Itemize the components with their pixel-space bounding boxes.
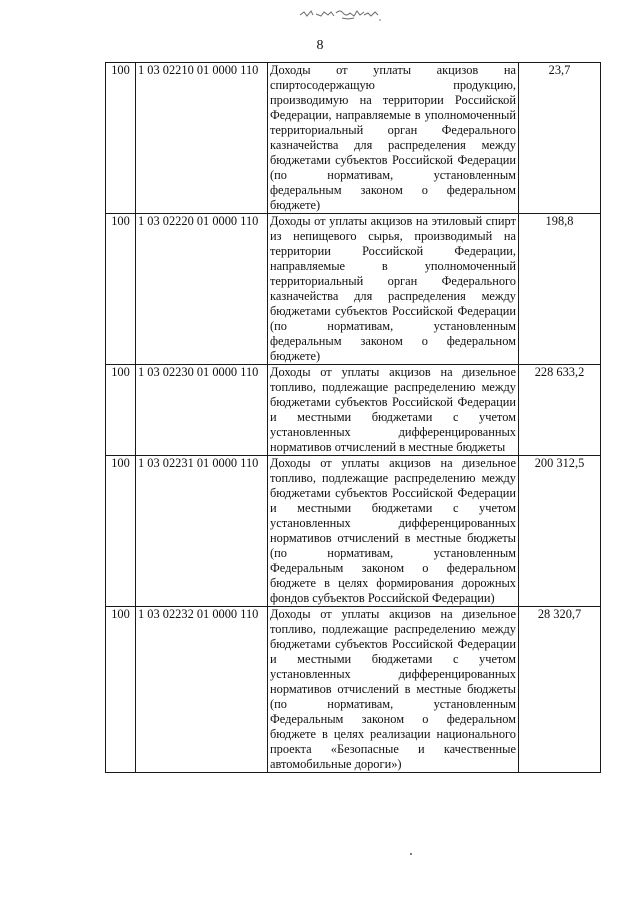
- scan-speck: [410, 853, 412, 855]
- revenue-name-cell: Доходы от уплаты акцизов на дизельное топливо, подлежащие распределению между бюджетами субъектов Российской Федерации и местными бюджетами с учетом установленных дифференцированных нормативов отчислений в местные бюджеты (по нормативам, установленным Федеральным законом о федеральном бюджете в целях реализации национального проекта «Безопасные и качественные автомобильные дороги»): [268, 607, 519, 773]
- page-number: 8: [316, 38, 324, 53]
- budget-code-cell: 1 03 02220 01 0000 110: [136, 214, 268, 365]
- admin-code-cell: 100: [106, 214, 136, 365]
- table-row: [106, 607, 601, 773]
- admin-code-cell: 100: [106, 63, 136, 214]
- table-row: [106, 365, 601, 456]
- amount-cell: 198,8: [519, 214, 601, 365]
- budget-code-cell: 1 03 02210 01 0000 110: [136, 63, 268, 214]
- budget-code-cell: 1 03 02231 01 0000 110: [136, 456, 268, 607]
- amount-cell: 28 320,7: [519, 607, 601, 773]
- budget-code-cell: 1 03 02232 01 0000 110: [136, 607, 268, 773]
- revenue-name-cell: Доходы от уплаты акцизов на спиртосодержащую продукцию, производимую на территории Российской Федерации, направляемые в уполномоченный территориальный орган Федерального казначейства для распределения между бюджетами субъектов Российской Федерации (по нормативам, установленным федеральным законом о федеральном бюджете): [268, 63, 519, 214]
- admin-code-cell: 100: [106, 365, 136, 456]
- admin-code-cell: 100: [106, 456, 136, 607]
- stamp-mark: [298, 6, 382, 22]
- table-row: [106, 214, 601, 365]
- amount-cell: 228 633,2: [519, 365, 601, 456]
- amount-cell: 200 312,5: [519, 456, 601, 607]
- admin-code-cell: 100: [106, 607, 136, 773]
- amount-cell: 23,7: [519, 63, 601, 214]
- revenue-name-cell: Доходы от уплаты акцизов на этиловый спирт из непищевого сырья, производимый на территории Российской Федерации, направляемые в уполномоченный территориальный орган Федерального казначейства для распределения между бюджетами субъектов Российской Федерации (по нормативам, установленным федеральным законом о федеральном бюджете): [268, 214, 519, 365]
- table-row: [106, 456, 601, 607]
- budget-code-cell: 1 03 02230 01 0000 110: [136, 365, 268, 456]
- revenue-name-cell: Доходы от уплаты акцизов на дизельное топливо, подлежащие распределению между бюджетами субъектов Российской Федерации и местными бюджетами с учетом установленных дифференцированных нормативов отчислений в местные бюджеты: [268, 365, 519, 456]
- table-row: [106, 63, 601, 214]
- revenue-table: [105, 62, 601, 773]
- revenue-name-cell: Доходы от уплаты акцизов на дизельное топливо, подлежащие распределению между бюджетами субъектов Российской Федерации и местными бюджетами с учетом установленных дифференцированных нормативов отчислений в местные бюджеты (по нормативам, установленным Федеральным законом о федеральном бюджете в целях формирования дорожных фондов субъектов Российской Федерации): [268, 456, 519, 607]
- table-body: [106, 63, 601, 773]
